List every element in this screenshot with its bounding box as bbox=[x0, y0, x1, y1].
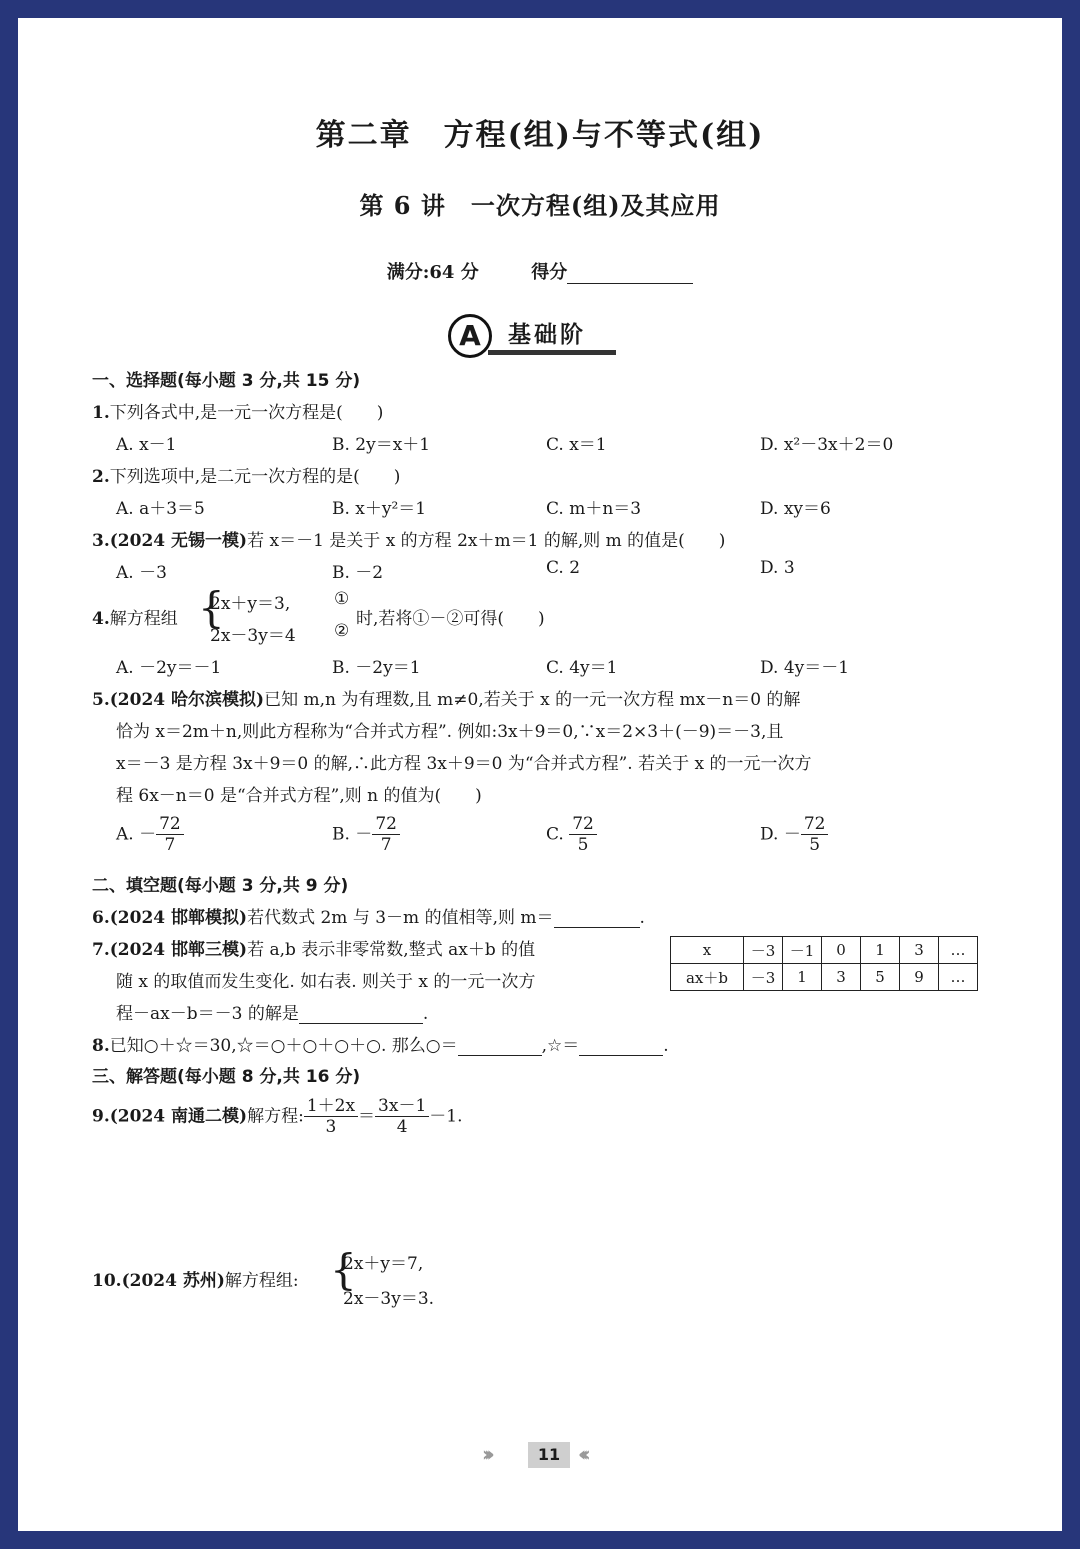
table-cell: 0 bbox=[822, 937, 861, 964]
question-number: 5. bbox=[92, 690, 110, 710]
badge-underline bbox=[488, 350, 616, 355]
question-1 bbox=[92, 398, 383, 423]
question-number: 2. bbox=[92, 467, 110, 487]
option-d: D. xy＝6 bbox=[760, 499, 831, 519]
question-text: 下列各式中,是一元一次方程是( ) bbox=[109, 403, 384, 423]
table-row bbox=[671, 964, 978, 991]
table-cell: －3 bbox=[744, 964, 783, 991]
question-prefix: 解方程组: bbox=[224, 1271, 299, 1291]
question-7 bbox=[92, 935, 535, 960]
score-line bbox=[18, 258, 1062, 284]
score-blank bbox=[567, 283, 693, 284]
option-b: B. － $\frac{72}{7}$ bbox=[332, 814, 400, 856]
system-brace: { bbox=[330, 1245, 357, 1294]
table-cell: 9 bbox=[900, 964, 939, 991]
question-5 bbox=[92, 685, 800, 710]
equation-2: 2x－3y＝4 bbox=[210, 626, 296, 646]
question-line-1: 若 a,b 表示非零常数,整式 ax＋b 的值 bbox=[247, 940, 536, 960]
question-number: 10. bbox=[92, 1271, 122, 1291]
question-source: (2024 哈尔滨模拟) bbox=[109, 690, 265, 710]
question-prefix: 解方程: bbox=[247, 1106, 304, 1127]
score-label: 得分 bbox=[531, 262, 568, 283]
fraction-right: $\frac{3x-1}{4}$ bbox=[375, 1096, 429, 1138]
question-9: 9.(2024 南通二模)解方程: $\frac{1+2x}{3}$ ＝ $\frac{3x-1}{4}$ －1. bbox=[92, 1096, 463, 1138]
fraction: $\frac{72}{7}$ bbox=[372, 814, 400, 856]
table-cell: 5 bbox=[861, 964, 900, 991]
option-a: A. －2y＝－1 bbox=[116, 658, 222, 678]
option-b: B. －2 bbox=[332, 563, 384, 583]
section-solve-heading: 三、解答题(每小题 8 分,共 16 分) bbox=[92, 1067, 361, 1087]
option-a: A. － $\frac{72}{7}$ bbox=[116, 814, 184, 856]
fraction: $\frac{72}{5}$ bbox=[569, 814, 597, 856]
option-a: A. －3 bbox=[116, 563, 167, 583]
answer-blank bbox=[299, 1023, 423, 1024]
question-number: 4. bbox=[92, 609, 110, 629]
chevron-right-icon: ››› bbox=[482, 1442, 489, 1466]
question-source: (2024 苏州) bbox=[121, 1271, 225, 1291]
option-d: D. 3 bbox=[760, 558, 795, 578]
option-d: D. x²－3x＋2＝0 bbox=[760, 435, 894, 455]
option-c: C. $\frac{72}{5}$ bbox=[546, 814, 597, 856]
question-text: 若代数式 2m 与 3－m 的值相等,则 m＝ bbox=[247, 908, 554, 928]
option-c: C. m＋n＝3 bbox=[546, 499, 642, 519]
full-score: 满分:64 分 bbox=[386, 262, 479, 283]
chapter-title: 第二章 方程(组)与不等式(组) bbox=[315, 118, 765, 153]
section-fill-heading: 二、填空题(每小题 3 分,共 9 分) bbox=[92, 876, 349, 896]
equation-1-mark: ① bbox=[334, 589, 350, 609]
question-8: 8.已知○＋☆＝30,☆＝○＋○＋○＋○. 那么○＝ ,☆＝ . bbox=[92, 1036, 669, 1056]
option-c: C. 4y＝1 bbox=[546, 658, 618, 678]
question-line-4: 程 6x－n＝0 是“合并式方程”,则 n 的值为( ) bbox=[116, 786, 482, 806]
option-a: A. a＋3＝5 bbox=[116, 499, 205, 519]
lecture-title: 第 6 讲 一次方程(组)及其应用 bbox=[359, 191, 721, 220]
question-6: 6.(2024 邯郸模拟)若代数式 2m 与 3－m 的值相等,则 m＝ . bbox=[92, 908, 645, 928]
question-number: 1. bbox=[92, 403, 110, 423]
question-text: 已知○＋☆＝30,☆＝○＋○＋○＋○. 那么○＝ bbox=[109, 1036, 458, 1056]
table-cell: x bbox=[671, 937, 744, 964]
page-number-bar bbox=[478, 1442, 602, 1470]
fraction-left: $\frac{1+2x}{3}$ bbox=[304, 1096, 358, 1138]
question-3 bbox=[92, 526, 725, 551]
equation-2-mark: ② bbox=[334, 621, 350, 641]
page-number: 11 bbox=[528, 1442, 570, 1468]
chevron-left-icon: ‹‹‹ bbox=[578, 1442, 585, 1466]
option-d: D. 4y＝－1 bbox=[760, 658, 850, 678]
question-text: 若 x＝－1 是关于 x 的方程 2x＋m＝1 的解,则 m 的值是( ) bbox=[247, 531, 726, 551]
level-letter-icon: A bbox=[448, 314, 492, 358]
option-d: D. － $\frac{72}{5}$ bbox=[760, 814, 828, 856]
system-brace: { bbox=[198, 583, 225, 632]
answer-blank bbox=[554, 927, 640, 928]
table-cell: 1 bbox=[783, 964, 822, 991]
equation-1: 2x＋y＝3, bbox=[210, 594, 291, 614]
question-suffix: 时,若将①－②可得( ) bbox=[356, 609, 545, 629]
option-c: C. x＝1 bbox=[546, 435, 607, 455]
question-source: (2024 无锡一模) bbox=[109, 531, 248, 551]
question-number: 8. bbox=[92, 1036, 110, 1056]
question-number: 6. bbox=[92, 908, 110, 928]
question-line-3: x＝－3 是方程 3x＋9＝0 的解,∴此方程 3x＋9＝0 为“合并式方程”. 若关于 x 的一元一次方 bbox=[116, 754, 812, 774]
level-title: 基础阶 bbox=[508, 322, 586, 348]
option-b: B. 2y＝x＋1 bbox=[332, 435, 431, 455]
table-cell: ax＋b bbox=[671, 964, 744, 991]
question-source: (2024 南通二模) bbox=[109, 1106, 248, 1127]
question-line-1: 已知 m,n 为有理数,且 m≠0,若关于 x 的一元一次方程 mx－n＝0 的解 bbox=[264, 690, 801, 710]
equation-1: 2x＋y＝7, bbox=[343, 1254, 424, 1274]
answer-blank bbox=[458, 1055, 542, 1056]
table-cell: 3 bbox=[822, 964, 861, 991]
fraction: $\frac{72}{5}$ bbox=[801, 814, 829, 856]
worksheet-page bbox=[18, 18, 1062, 1531]
question-4 bbox=[92, 604, 178, 629]
equation-2: 2x－3y＝3. bbox=[343, 1289, 435, 1309]
value-table bbox=[670, 936, 978, 991]
section-choice-heading: 一、选择题(每小题 3 分,共 15 分) bbox=[92, 371, 361, 391]
table-cell: … bbox=[939, 964, 978, 991]
question-source: (2024 邯郸模拟) bbox=[109, 908, 248, 928]
question-number: 3. bbox=[92, 531, 110, 551]
table-row bbox=[671, 937, 978, 964]
question-2 bbox=[92, 462, 400, 487]
question-prefix: 解方程组 bbox=[109, 609, 178, 629]
table-cell: … bbox=[939, 937, 978, 964]
option-a: A. x－1 bbox=[116, 435, 177, 455]
option-b: B. －2y＝1 bbox=[332, 658, 421, 678]
table-cell: －1 bbox=[783, 937, 822, 964]
question-text: 下列选项中,是二元一次方程的是( ) bbox=[109, 467, 401, 487]
question-number: 9. bbox=[92, 1106, 110, 1127]
option-b: B. x＋y²＝1 bbox=[332, 499, 427, 519]
table-cell: －3 bbox=[744, 937, 783, 964]
table-cell: 3 bbox=[900, 937, 939, 964]
answer-blank bbox=[579, 1055, 663, 1056]
question-10 bbox=[92, 1266, 299, 1291]
question-number: 7. bbox=[92, 940, 110, 960]
question-line-3: 程－ax－b＝－3 的解是 . bbox=[116, 1004, 429, 1024]
table-cell: 1 bbox=[861, 937, 900, 964]
fraction: $\frac{72}{7}$ bbox=[156, 814, 184, 856]
question-line-2: 恰为 x＝2m＋n,则此方程称为“合并式方程”. 例如:3x＋9＝0,∵x＝2×3＋(－9)＝－3,且 bbox=[116, 722, 784, 742]
option-c: C. 2 bbox=[546, 558, 581, 578]
question-source: (2024 邯郸三模) bbox=[109, 940, 248, 960]
question-line-2: 随 x 的取值而发生变化. 如右表. 则关于 x 的一元一次方 bbox=[116, 972, 536, 992]
